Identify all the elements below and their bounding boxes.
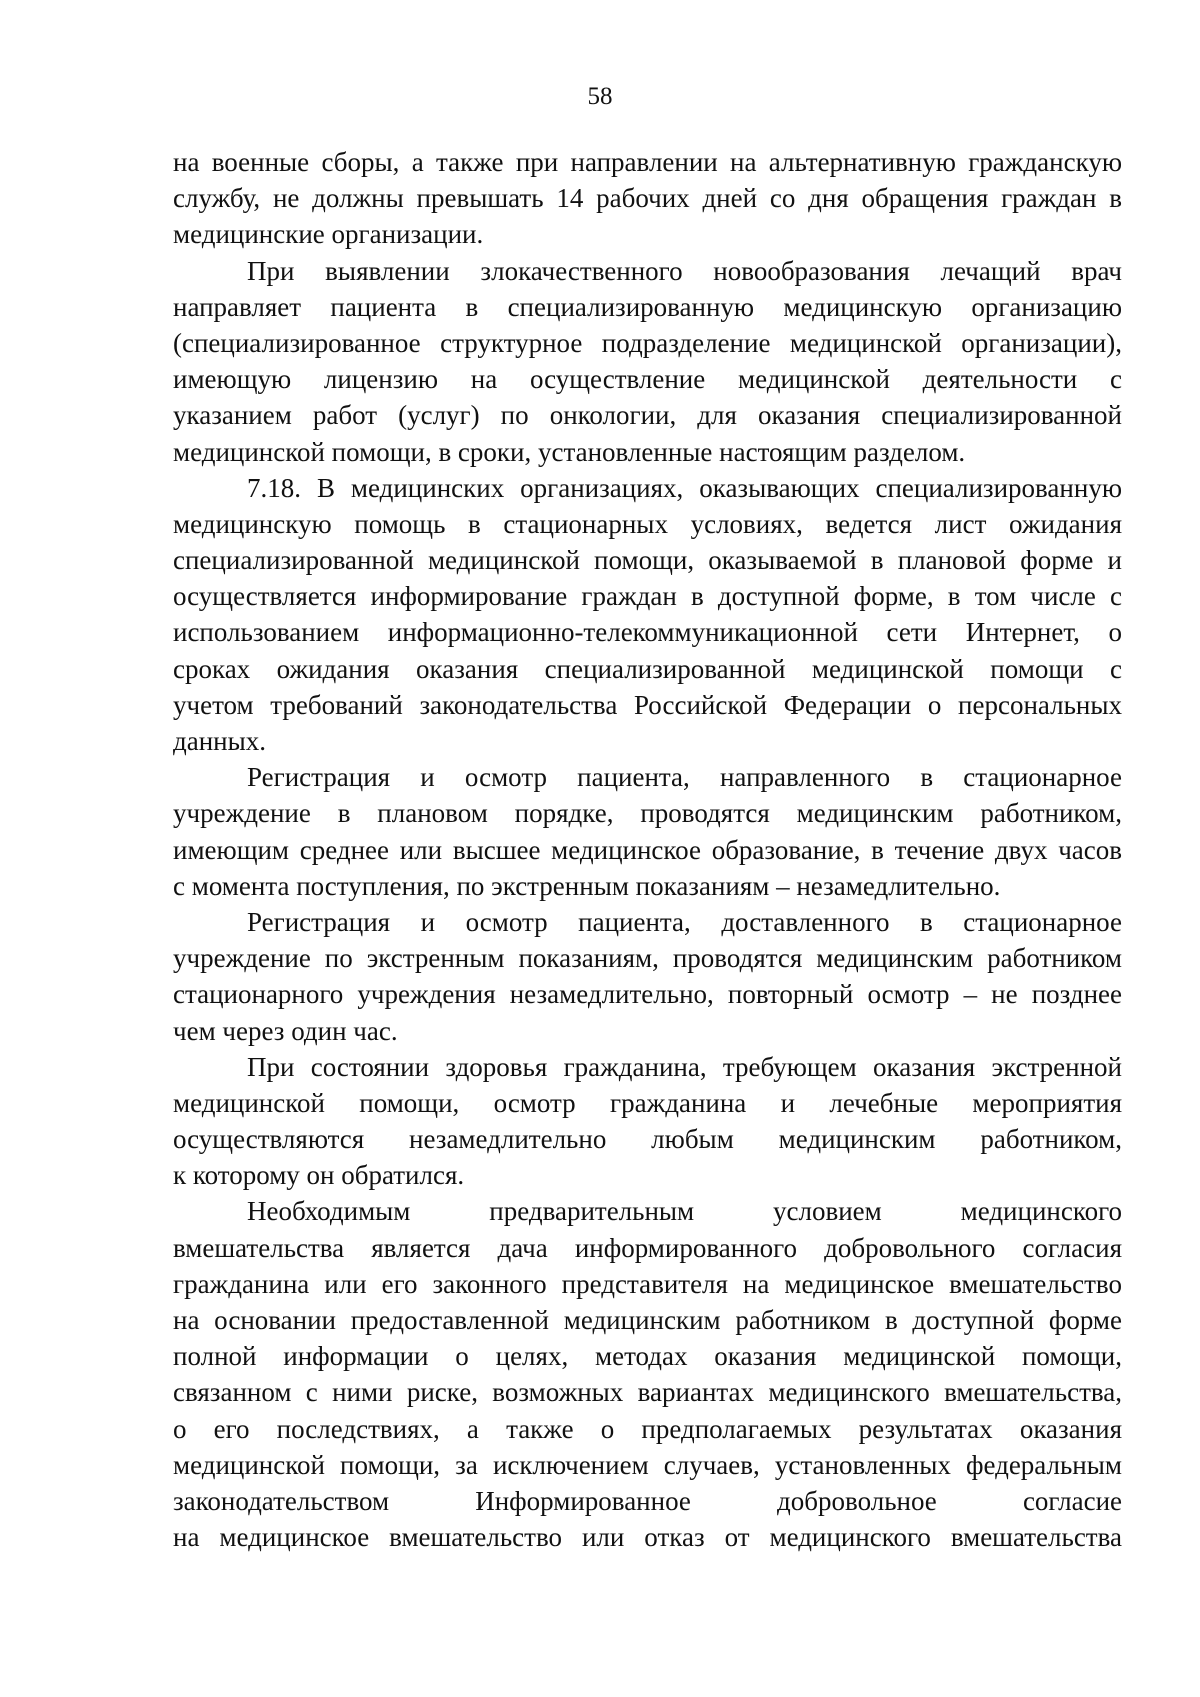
text-line: службу, не должны превышать 14 рабочих дней со дня обращения граждан в xyxy=(173,183,1122,214)
text-line: Регистрация и осмотр пациента, направленного в стационарное xyxy=(247,762,1122,793)
text-line: медицинской помощи, за исключением случаев, установленных федеральным xyxy=(173,1449,1122,1480)
text-line: указанием работ (услуг) по онкологии, для оказания специализированной xyxy=(173,400,1122,431)
text-line: медицинской помощи, в сроки, установленные настоящим разделом. xyxy=(173,436,966,467)
text-line: учетом требований законодательства Российской Федерации о персональных xyxy=(173,689,1122,720)
text-line: законодательством Информированное добровольное согласие xyxy=(173,1485,1122,1516)
page-number: 58 xyxy=(587,83,613,110)
text-line: Регистрация и осмотр пациента, доставленного в стационарное xyxy=(247,906,1122,937)
text-line: использованием информационно-телекоммуникационной сети Интернет, о xyxy=(173,617,1122,648)
text-line: медицинской помощи, осмотр гражданина и лечебные мероприятия xyxy=(173,1087,1122,1118)
text-line: чем через один час. xyxy=(173,1015,398,1046)
text-line: на военные сборы, а также при направлении на альтернативную гражданскую xyxy=(173,147,1122,177)
document-body xyxy=(173,144,1122,1555)
text-line: осуществляется информирование граждан в доступной форме, в том числе с xyxy=(173,581,1122,612)
text-line: о его последствиях, а также о предполагаемых результатах оказания xyxy=(173,1413,1122,1444)
text-line: специализированной медицинской помощи, оказываемой в плановой форме и xyxy=(173,545,1122,576)
text-line: (специализированное структурное подразделение медицинской организации), xyxy=(173,327,1122,358)
text-line: гражданина или его законного представителя на медицинское вмешательство xyxy=(173,1268,1122,1299)
text-line: вмешательства является дача информированного добровольного согласия xyxy=(173,1232,1122,1263)
text-line: к которому он обратился. xyxy=(173,1160,465,1191)
text-line: сроках ожидания оказания специализированной медицинской помощи с xyxy=(173,653,1122,684)
text-line: учреждение в плановом порядке, проводятся медицинским работником, xyxy=(173,798,1122,829)
text-line: на медицинское вмешательство или отказ от медицинского вмешательства xyxy=(173,1522,1122,1553)
text-line: с момента поступления, по экстренным показаниям – незамедлительно. xyxy=(173,870,1001,901)
text-line: Необходимым предварительным условием медицинского xyxy=(247,1196,1122,1227)
text-line: имеющим среднее или высшее медицинское образование, в течение двух часов xyxy=(173,834,1122,865)
text-line: При выявлении злокачественного новообразования лечащий врач xyxy=(247,255,1122,286)
text-line: учреждение по экстренным показаниям, проводятся медицинским работником xyxy=(173,943,1122,974)
text-line: 7.18. В медицинских организациях, оказывающих специализированную xyxy=(247,472,1122,503)
text-line: связанном с ними риске, возможных вариантах медицинского вмешательства, xyxy=(173,1377,1122,1408)
text-line: медицинскую помощь в стационарных условиях, ведется лист ожидания xyxy=(173,508,1122,539)
text-line: на основании предоставленной медицинским работником в доступной форме xyxy=(173,1305,1122,1335)
text-line: стационарного учреждения незамедлительно, повторный осмотр – не позднее xyxy=(173,979,1122,1010)
text-line: направляет пациента в специализированную медицинскую организацию xyxy=(173,291,1122,322)
text-line: имеющую лицензию на осуществление медицинской деятельности с xyxy=(173,364,1122,395)
text-line: полной информации о целях, методах оказания медицинской помощи, xyxy=(173,1341,1122,1372)
text-line: медицинские организации. xyxy=(173,219,484,250)
text-line: При состоянии здоровья гражданина, требующем оказания экстренной xyxy=(247,1051,1122,1082)
text-line: данных. xyxy=(173,726,267,756)
text-line: осуществляются незамедлительно любым медицинским работником, xyxy=(173,1124,1122,1155)
